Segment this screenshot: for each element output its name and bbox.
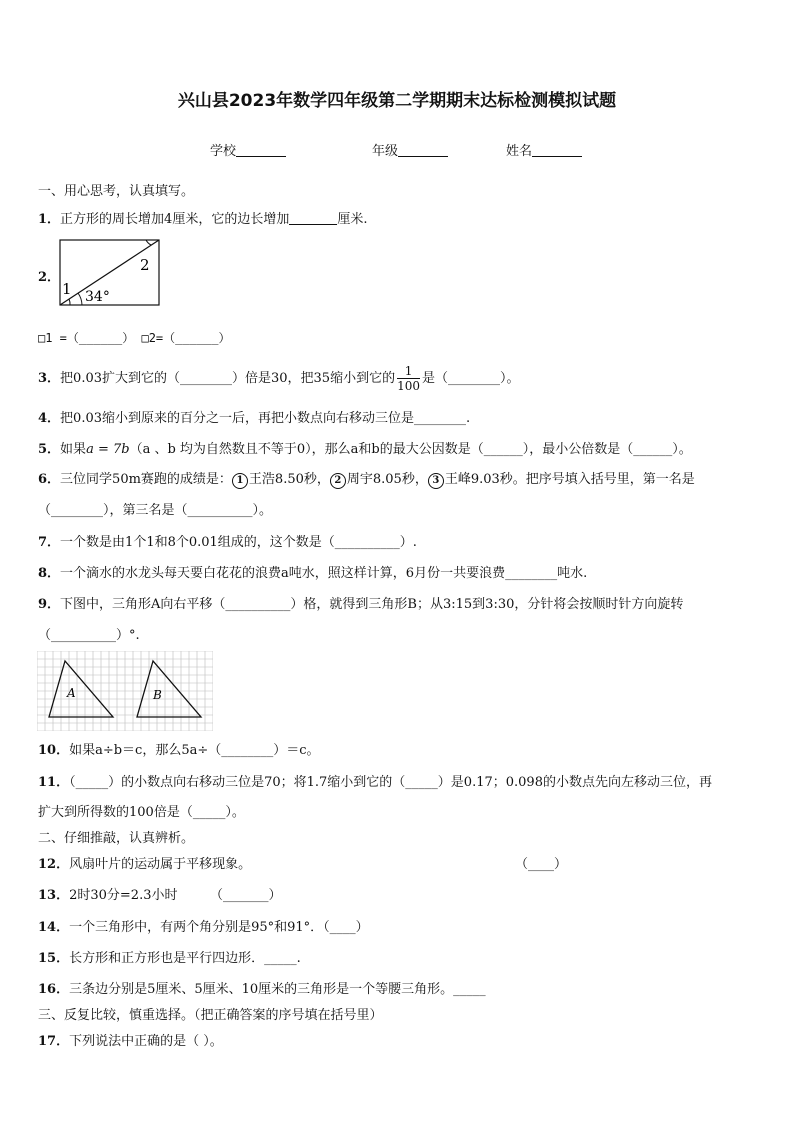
grid-lines [37,651,213,731]
triangle-b-label: B [153,688,162,702]
grade-field: 年级 [372,140,448,159]
triangle-a-label: A [67,686,76,700]
question-15: 15．长方形和正方形也是平行四边形．_____. [38,951,301,966]
question-3: 3．把0.03扩大到它的（________）倍是30，把35缩小到它的 $\frac{1}{100}$ 是（________）。 [38,364,520,393]
question-16: 16．三条边分别是5厘米、5厘米、10厘米的三角形是一个等腰三角形。_____ [38,982,486,997]
angle-2-arc [146,240,151,245]
question-13: 13．2时30分=2.3小时 [38,888,178,903]
question-11: 11．（_____）的小数点向右移动三位是70；将1.7缩小到它的（_____）是0.17；0.098的小数点先向左移动三位，再 [38,775,712,790]
question-10: 10．如果a÷b＝c，那么5a÷（________）＝c。 [38,743,320,758]
angle-1-label: 1 [62,280,72,298]
q2-rectangle-figure [58,238,162,308]
circled-1: 1 [232,473,248,489]
angle-34-arc [78,293,82,305]
q1-blank[interactable] [289,210,337,225]
question-2-number: 2． [38,270,61,285]
q12-answer-paren[interactable]: （____） [515,857,568,872]
question-12: 12．风扇叶片的运动属于平移现象。 [38,857,252,872]
circled-3: 3 [428,473,444,489]
question-11-line-2: 扩大到所得数的100倍是（_____）。 [38,805,245,820]
question-4: 4．把0.03缩小到原来的百分之一后，再把小数点向右移动三位是________. [38,411,471,426]
angle-2-label: 2 [140,256,150,274]
question-6: 6．三位同学50m赛跑的成绩是： 1 王浩8.50秒， 2 周宇8.05秒， 3 王峰9.03秒。把序号填入括号里，第一名是 [38,472,695,487]
section-1-heading: 一、用心思考，认真填写。 [38,184,195,199]
circled-2: 2 [330,473,346,489]
angle-1-arc [69,299,70,305]
q13-answer-paren[interactable]: （_______） [210,888,282,903]
school-blank[interactable] [236,142,286,157]
question-8: 8．一个滴水的水龙头每天要白花花的浪费a吨水，照这样计算，6月份一共要浪费________吨水. [38,566,588,581]
school-field: 学校 [210,140,286,159]
triangle-a [49,661,113,717]
question-5: 5．如果a = 7b（a 、b 均为自然数且不等于0），那么a和b的最大公因数是（______），最小公倍数是（______）。 [38,442,692,457]
question-7: 7．一个数是由1个1和8个0.01组成的，这个数是（__________）. [38,535,417,550]
q9-grid-figure [37,651,213,731]
question-1: 1．正方形的周长增加4厘米，它的边长增加 厘米. [38,212,368,227]
question-6-line-2: （________），第三名是（__________）。 [38,503,273,518]
section-2-heading: 二、仔细推敲，认真辨析。 [38,831,195,846]
section-3-heading: 三、反复比较，慎重选择。（把正确答案的序号填在括号里） [38,1008,383,1023]
question-9-line-2: （__________）°. [38,628,140,643]
question-17: 17．下列说法中正确的是（ ）。 [38,1034,223,1049]
page-title: 兴山县2023年数学四年级第二学期期末达标检测模拟试题 [177,91,617,111]
fraction-1-100: $\frac{1}{100}$ [397,364,420,393]
name-blank[interactable] [532,142,582,157]
q2-answers: □1 =（______） □2=（______） [38,331,231,345]
grade-blank[interactable] [398,142,448,157]
triangle-b [137,661,201,717]
question-9: 9．下图中，三角形A向右平移（__________）格，就得到三角形B；从3:15到3:30，分针将会按顺时针方向旋转 [38,597,684,612]
angle-34-label: 34° [85,289,110,305]
name-field: 姓名 [506,140,582,159]
question-14: 14．一个三角形中，有两个角分别是95°和91°．（____） [38,920,369,935]
